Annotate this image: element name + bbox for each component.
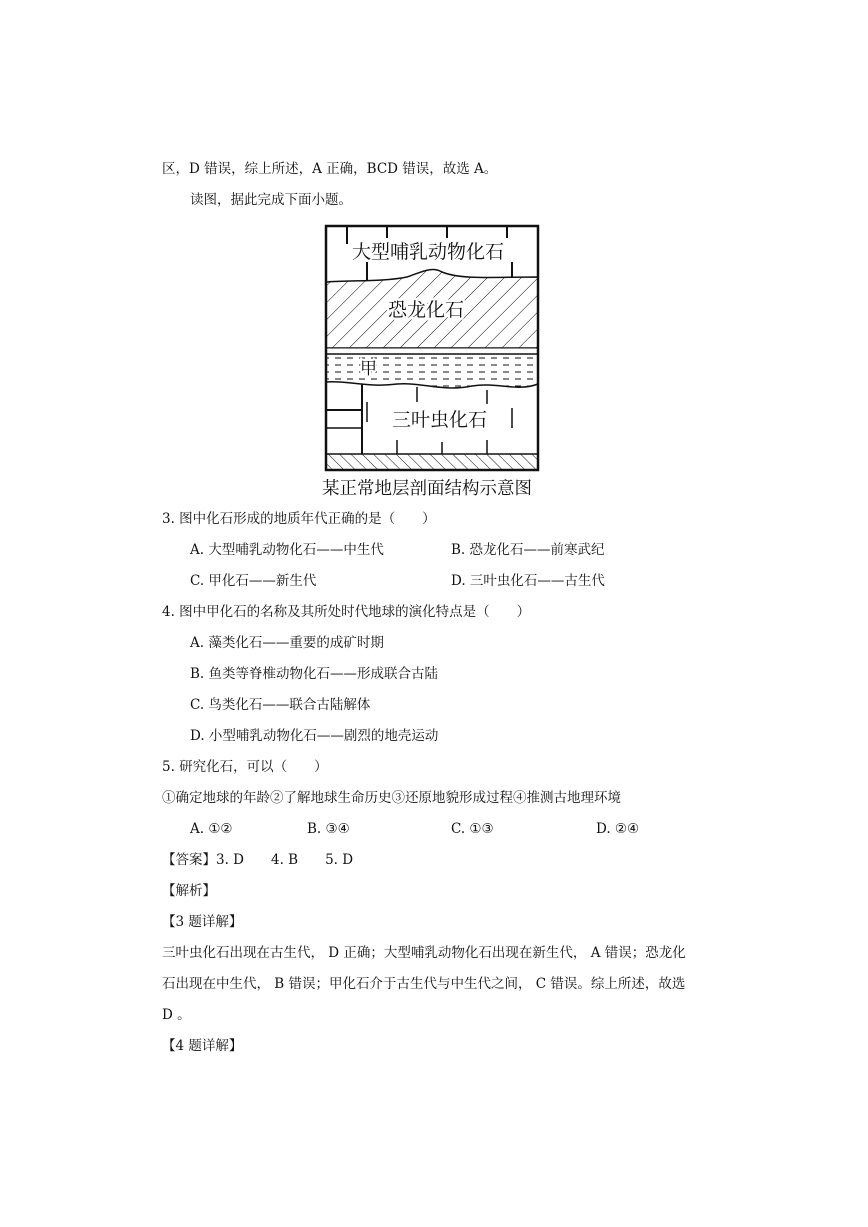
layer-bottom [326,454,538,470]
q4-option-a: A. 藻类化石——重要的成矿时期 [190,635,384,651]
answer-line: 【答案】3. D 4. B 5. D [162,852,354,868]
q3-option-b: B. 恐龙化石——前寒武纪 [451,542,605,558]
question-3: 3. 图中化石形成的地质年代正确的是（ ） [162,511,436,527]
q3-detail-line-2: 石出现在中生代， B 错误；甲化石介于古生代与中生代之间， C 错误。综上所述，故选 [162,976,686,992]
layer-jia [326,348,538,354]
q5-option-a: A. ①② [190,821,233,837]
strata-figure [322,222,542,500]
q5-option-b: B. ③④ [307,821,350,837]
label-dinosaur: 恐龙化石 [388,299,465,321]
instruction-line: 读图，据此完成下面小题。 [190,192,352,208]
q4-detail-heading: 【4 题详解】 [162,1038,243,1054]
question-5: 5. 研究化石，可以（ ） [162,759,328,775]
q3-detail-line-3: D 。 [162,1007,191,1023]
q3-detail-line-1: 三叶虫化石出现在古生代， D 正确；大型哺乳动物化石出现在新生代， A 错误；恐龙化 [162,945,686,961]
q4-option-d: D. 小型哺乳动物化石——剧烈的地壳运动 [190,728,439,744]
question-4: 4. 图中甲化石的名称及其所处时代地球的演化特点是（ ） [162,604,531,620]
q4-option-c: C. 鸟类化石——联合古陆解体 [190,697,371,713]
q3-detail-heading: 【3 题详解】 [162,914,243,930]
strata-diagram [322,222,542,500]
q3-option-a: A. 大型哺乳动物化石——中生代 [190,542,384,558]
q3-option-c: C. 甲化石——新生代 [190,573,317,589]
label-mammal: 大型哺乳动物化石 [352,241,505,263]
q5-statements: ①确定地球的年龄②了解地球生命历史③还原地貌形成过程④推测古地理环境 [162,790,621,806]
q3-option-d: D. 三叶虫化石——古生代 [451,573,605,589]
q5-option-c: C. ①③ [451,821,494,837]
q4-option-b: B. 鱼类等脊椎动物化石——形成联合古陆 [190,666,439,682]
analysis-heading: 【解析】 [162,883,216,899]
text-line-1: 区，D 错误，综上所述，A 正确，BCD 错误，故选 A。 [162,161,498,177]
q5-option-d: D. ②④ [596,821,640,837]
label-jia: 甲 [360,359,377,379]
label-trilobite: 三叶虫化石 [392,409,488,431]
figure-caption: 某正常地层剖面结构示意图 [322,479,532,499]
